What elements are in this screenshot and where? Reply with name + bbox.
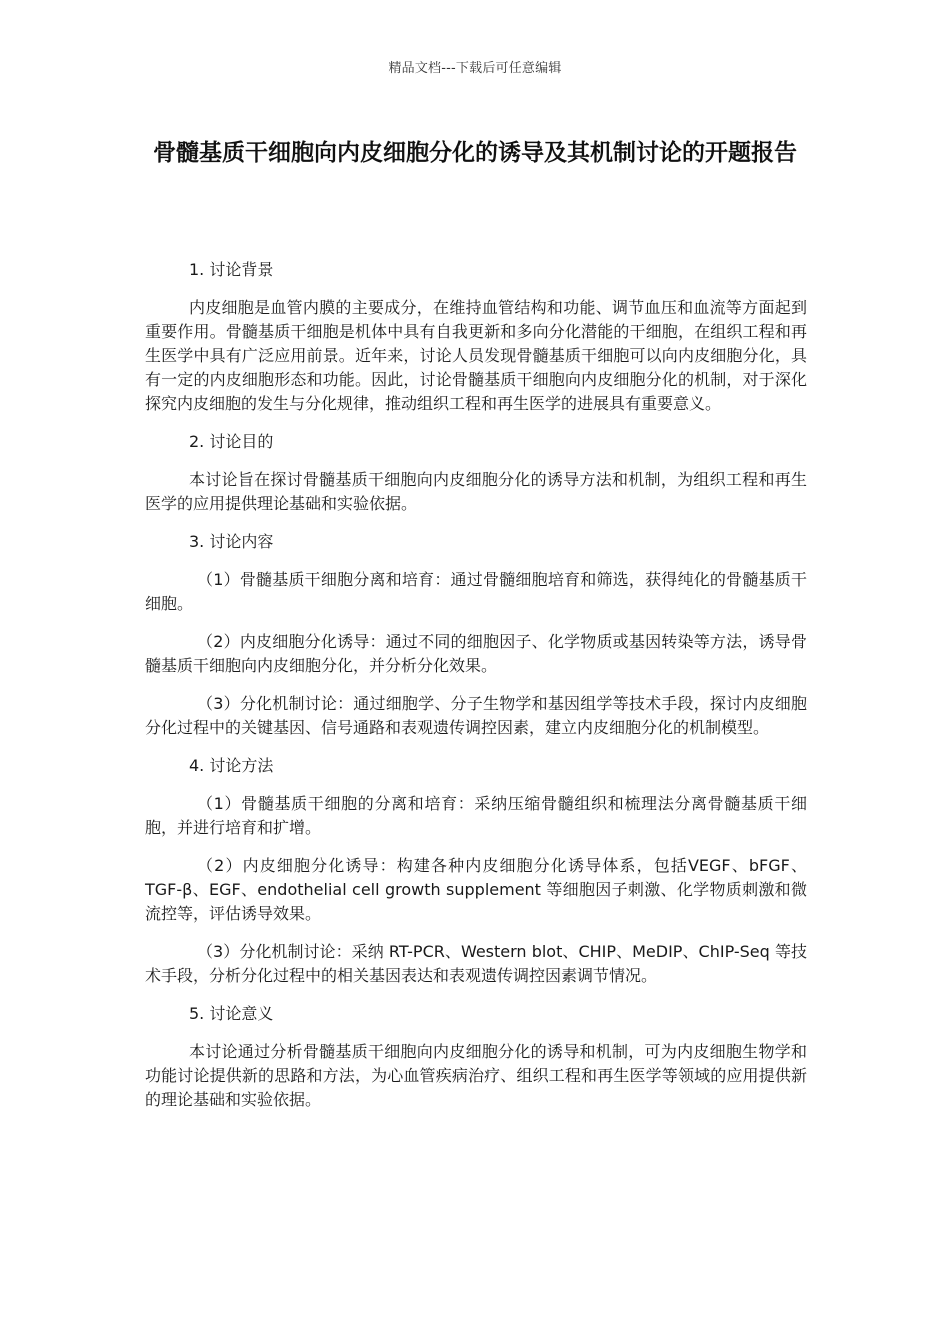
body-paragraph: 本讨论旨在探讨骨髓基质干细胞向内皮细胞分化的诱导方法和机制，为组织工程和再生医学的应用提供理论基础和实验依据。 (145, 470, 807, 513)
list-item: （3）分化机制讨论：采纳 RT-PCR、Western blot、CHIP、MeDIP、ChIP-Seq 等技术手段，分析分化过程中的相关基因表达和表观遗传调控因素调节情况。 (145, 942, 807, 985)
document-title: 骨髓基质干细胞向内皮细胞分化的诱导及其机制讨论的开题报告 (153, 140, 797, 166)
section-heading: 5. 讨论意义 (189, 1004, 274, 1023)
page-header-watermark: 精品文档---下载后可任意编辑 (388, 61, 562, 76)
section-heading: 1. 讨论背景 (189, 260, 274, 279)
section-content (145, 530, 807, 740)
section-heading: 4. 讨论方法 (189, 756, 274, 775)
document-body (145, 258, 807, 1126)
section-significance (145, 1002, 807, 1112)
section-heading: 2. 讨论目的 (189, 432, 274, 451)
list-item: （1）骨髓基质干细胞分离和培育：通过骨髓细胞培育和筛选，获得纯化的骨髓基质干细胞。 (145, 570, 807, 613)
list-item: （2）内皮细胞分化诱导：通过不同的细胞因子、化学物质或基因转染等方法，诱导骨髓基质干细胞向内皮细胞分化，并分析分化效果。 (145, 632, 807, 675)
body-paragraph: 本讨论通过分析骨髓基质干细胞向内皮细胞分化的诱导和机制，可为内皮细胞生物学和功能讨论提供新的思路和方法，为心血管疾病治疗、组织工程和再生医学等领域的应用提供新的理论基础和实验依据。 (145, 1042, 807, 1109)
list-item: （1）骨髓基质干细胞的分离和培育：采纳压缩骨髓组织和梳理法分离骨髓基质干细胞，并进行培育和扩增。 (145, 794, 807, 837)
list-item: （3）分化机制讨论：通过细胞学、分子生物学和基因组学等技术手段，探讨内皮细胞分化过程中的关键基因、信号通路和表观遗传调控因素，建立内皮细胞分化的机制模型。 (145, 694, 807, 737)
list-item: （2）内皮细胞分化诱导：构建各种内皮细胞分化诱导体系，包括VEGF、bFGF、TGF-β、EGF、endothelial cell growth supplement 等细胞因子刺激、化学物质刺激和微流控等，评估诱导效果。 (145, 856, 807, 923)
section-methods (145, 754, 807, 988)
section-background (145, 258, 807, 416)
section-heading: 3. 讨论内容 (189, 532, 274, 551)
section-purpose (145, 430, 807, 516)
body-paragraph: 内皮细胞是血管内膜的主要成分，在维持血管结构和功能、调节血压和血流等方面起到重要作用。骨髓基质干细胞是机体中具有自我更新和多向分化潜能的干细胞，在组织工程和再生医学中具有广泛应用前景。近年来，讨论人员发现骨髓基质干细胞可以向内皮细胞分化，具有一定的内皮细胞形态和功能。因此，讨论骨髓基质干细胞向内皮细胞分化的机制，对于深化探究内皮细胞的发生与分化规律，推动组织工程和再生医学的进展具有重要意义。 (145, 298, 807, 413)
